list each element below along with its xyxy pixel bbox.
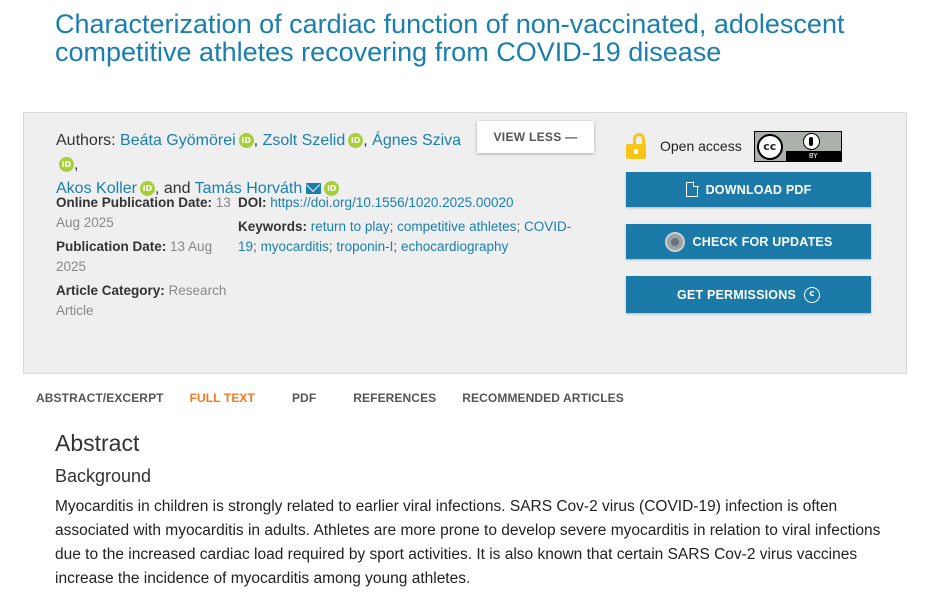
tab-references[interactable]: REFERENCES	[353, 391, 437, 405]
online-pub-value: 13 Aug 2025	[56, 195, 231, 230]
pub-date-value: 13 Aug 2025	[56, 239, 213, 274]
keyword-link[interactable]: echocardiography	[400, 239, 509, 254]
keyword-link[interactable]: troponin-I	[336, 239, 394, 254]
cc-by-text: BY	[786, 151, 841, 161]
get-permissions-button[interactable]	[626, 276, 871, 313]
copyright-icon: c	[804, 287, 820, 303]
pdf-file-icon	[686, 182, 698, 197]
category-label: Article Category:	[56, 283, 165, 298]
view-less-button[interactable]: VIEW LESS —	[477, 121, 594, 153]
online-pub-label: Online Publication Date:	[56, 195, 213, 210]
keywords-label: Keywords:	[238, 219, 308, 234]
get-permissions-label: GET PERMISSIONS	[677, 287, 796, 302]
unlock-icon	[626, 133, 648, 159]
check-updates-label: CHECK FOR UPDATES	[692, 234, 833, 249]
author-link[interactable]: Akos Koller	[56, 180, 137, 197]
background-heading: Background	[55, 466, 152, 486]
tab-recommended-articles[interactable]: RECOMMENDED ARTICLES	[462, 391, 624, 405]
doi-label: DOI:	[238, 195, 267, 210]
category-value: Research Article	[56, 283, 227, 318]
keyword-link[interactable]: competitive athletes	[397, 219, 517, 234]
authors-label: Authors:	[56, 132, 116, 149]
crossmark-icon	[665, 232, 685, 252]
tab-abstract[interactable]: ABSTRACT/EXCERPT	[36, 391, 164, 405]
open-access-indicator	[626, 131, 842, 161]
doi-keywords: DOI: https://doi.org/10.1556/1020.2025.00020 Keywords: return to play; competitive athletes; COVID-19; myocarditis; troponin-I; echocardiography	[238, 195, 572, 254]
open-access-label: Open access	[660, 138, 742, 154]
abstract-paragraph: Myocarditis in children is strongly related to earlier viral infections. SARS Cov-2 virus (COVID-19) infection is often associated with myocarditis in adults. Athletes are more prone to develop severe myocarditis in relation to viral infections due to the increased cardiac load required by sport activities. It is also known that certain SARS Cov-2 virus vaccines increase the incidence of myocarditis among young athletes.	[55, 498, 881, 587]
tab-pdf[interactable]: PDF	[291, 391, 317, 405]
abstract-heading: Abstract	[55, 430, 140, 456]
download-pdf-button[interactable]	[626, 172, 871, 207]
article-title: Characterization of cardiac function of non-vaccinated, adolescent competitive athletes recovering from COVID-19 disease	[55, 9, 845, 67]
download-pdf-label: DOWNLOAD PDF	[705, 182, 812, 197]
authors-and-text: , and	[154, 180, 191, 197]
keyword-link[interactable]: COVID-19	[238, 219, 572, 254]
authors-list: Authors: Beáta Gyömörei iD , Zsolt Szelid iD , Ágnes SzivaiD , Akos Koller iD , and Tamás Horváth iD	[56, 132, 462, 197]
publication-dates	[56, 193, 236, 325]
article-metadata-panel	[23, 112, 907, 374]
pub-date-label: Publication Date:	[56, 239, 167, 254]
keyword-link[interactable]: myocarditis	[260, 239, 329, 254]
author-link[interactable]: Ágnes Sziva	[372, 132, 462, 149]
author-link[interactable]: Zsolt Szelid	[262, 132, 346, 149]
keyword-link[interactable]: return to play	[310, 219, 390, 234]
orcid-icon[interactable]: iD	[140, 181, 155, 196]
cc-by-license-icon[interactable]: cc BY	[754, 131, 842, 162]
tab-full-text[interactable]: FULL TEXT	[189, 391, 255, 405]
orcid-icon[interactable]: iD	[324, 181, 339, 196]
check-for-updates-button[interactable]	[626, 224, 871, 259]
orcid-icon[interactable]: iD	[239, 133, 254, 148]
orcid-icon[interactable]: iD	[59, 157, 74, 172]
author-link[interactable]: Beáta Gyömörei	[120, 132, 236, 149]
doi-link[interactable]: https://doi.org/10.1556/1020.2025.00020	[270, 195, 514, 210]
article-tabs	[23, 385, 637, 413]
author-link[interactable]: Tamás Horváth	[194, 180, 303, 197]
orcid-icon[interactable]: iD	[348, 133, 363, 148]
